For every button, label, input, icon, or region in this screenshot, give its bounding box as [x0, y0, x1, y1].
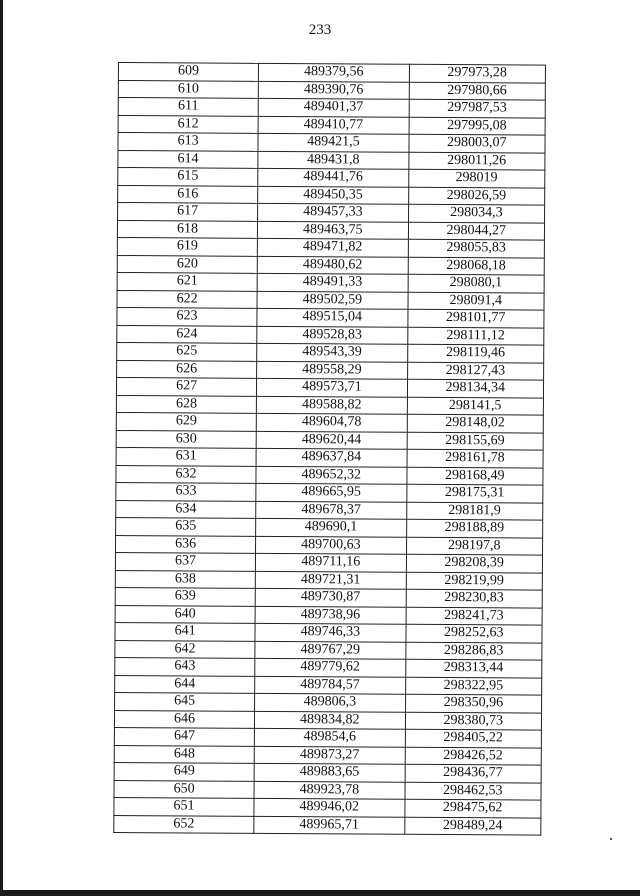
- x-coordinate-cell: 489604,78: [256, 413, 406, 431]
- table-row: [116, 535, 543, 555]
- x-coordinate-cell: 489463,75: [258, 221, 408, 239]
- x-coordinate-cell: 489923,78: [254, 781, 404, 799]
- x-coordinate-cell: 489502,59: [257, 291, 407, 309]
- point-number-cell: 627: [116, 377, 256, 395]
- point-number-cell: 622: [117, 290, 257, 308]
- point-number-cell: 609: [118, 63, 258, 81]
- x-coordinate-cell: 489637,84: [256, 448, 406, 466]
- y-coordinate-cell: 298161,78: [407, 449, 544, 467]
- y-coordinate-cell: 298091,4: [408, 292, 545, 310]
- x-coordinate-cell: 489678,37: [256, 501, 406, 519]
- y-coordinate-cell: 298436,77: [405, 764, 542, 782]
- x-coordinate-cell: 489834,82: [255, 711, 405, 729]
- y-coordinate-cell: 298475,62: [404, 799, 541, 817]
- y-coordinate-cell: 298168,49: [406, 467, 543, 485]
- point-number-cell: 642: [115, 640, 255, 658]
- y-coordinate-cell: 298101,77: [407, 309, 544, 327]
- table-row: [118, 63, 545, 83]
- point-number-cell: 652: [114, 815, 254, 833]
- table-row: [118, 185, 545, 205]
- x-coordinate-cell: 489620,44: [256, 431, 406, 449]
- point-number-cell: 636: [116, 535, 256, 553]
- y-coordinate-cell: 298322,95: [405, 677, 542, 695]
- point-number-cell: 632: [116, 465, 256, 483]
- x-coordinate-cell: 489471,82: [257, 238, 407, 256]
- y-coordinate-cell: 297973,28: [409, 64, 546, 82]
- point-number-cell: 618: [117, 220, 257, 238]
- x-coordinate-cell: 489711,16: [256, 553, 406, 571]
- y-coordinate-cell: 297987,53: [409, 99, 546, 117]
- point-number-cell: 629: [116, 412, 256, 430]
- point-number-cell: 612: [118, 115, 258, 133]
- table-row: [116, 377, 543, 397]
- y-coordinate-cell: 298252,63: [405, 624, 542, 642]
- point-number-cell: 623: [117, 307, 257, 325]
- table-row: [116, 412, 543, 432]
- y-coordinate-cell: 298148,02: [407, 414, 544, 432]
- point-number-cell: 637: [115, 552, 255, 570]
- x-coordinate-cell: 489379,56: [259, 63, 409, 81]
- y-coordinate-cell: 298208,39: [406, 554, 543, 572]
- y-coordinate-cell: 298044,27: [408, 222, 545, 240]
- table-row: [115, 657, 542, 677]
- table-row: [114, 710, 541, 730]
- table-row: [115, 640, 542, 660]
- x-coordinate-cell: 489746,33: [255, 623, 405, 641]
- point-number-cell: 648: [114, 745, 254, 763]
- x-coordinate-cell: 489450,35: [258, 186, 408, 204]
- y-coordinate-cell: 298003,07: [408, 134, 545, 152]
- table-row: [114, 815, 541, 835]
- y-coordinate-cell: 298134,34: [407, 379, 544, 397]
- x-coordinate-cell: 489690,1: [256, 518, 406, 536]
- x-coordinate-cell: 489854,6: [254, 728, 404, 746]
- table-row: [117, 342, 544, 362]
- table-row: [118, 133, 545, 153]
- table-row: [118, 203, 545, 223]
- x-coordinate-cell: 489588,82: [257, 396, 407, 414]
- table-row: [115, 622, 542, 642]
- x-coordinate-cell: 489873,27: [254, 746, 404, 764]
- point-number-cell: 646: [114, 710, 254, 728]
- table-row: [117, 272, 544, 292]
- x-coordinate-cell: 489652,32: [256, 466, 406, 484]
- table-row: [115, 587, 542, 607]
- x-coordinate-cell: 489767,29: [255, 641, 405, 659]
- point-number-cell: 625: [117, 342, 257, 360]
- x-coordinate-cell: 489480,62: [257, 256, 407, 274]
- table-row: [118, 80, 545, 100]
- y-coordinate-cell: 298080,1: [408, 274, 545, 292]
- coordinates-table-body: [114, 63, 546, 836]
- x-coordinate-cell: 489573,71: [257, 378, 407, 396]
- y-coordinate-cell: 298286,83: [405, 642, 542, 660]
- table-row: [118, 168, 545, 188]
- x-coordinate-cell: 489401,37: [258, 98, 408, 116]
- table-row: [114, 762, 541, 782]
- y-coordinate-cell: 298026,59: [408, 187, 545, 205]
- coordinates-table: [113, 62, 546, 836]
- point-number-cell: 621: [117, 272, 257, 290]
- y-coordinate-cell: 298119,46: [407, 344, 544, 362]
- table-row: [116, 395, 543, 415]
- point-number-cell: 615: [118, 168, 258, 186]
- point-number-cell: 619: [117, 237, 257, 255]
- point-number-cell: 647: [114, 727, 254, 745]
- x-coordinate-cell: 489965,71: [254, 816, 404, 834]
- point-number-cell: 630: [116, 430, 256, 448]
- y-coordinate-cell: 298241,73: [406, 607, 543, 625]
- point-number-cell: 631: [116, 447, 256, 465]
- y-coordinate-cell: 298068,18: [408, 257, 545, 275]
- point-number-cell: 610: [118, 80, 258, 98]
- point-number-cell: 635: [116, 517, 256, 535]
- point-number-cell: 633: [116, 482, 256, 500]
- point-number-cell: 624: [117, 325, 257, 343]
- point-number-cell: 617: [118, 203, 258, 221]
- point-number-cell: 645: [115, 692, 255, 710]
- point-number-cell: 620: [117, 255, 257, 273]
- point-number-cell: 651: [114, 797, 254, 815]
- table-row: [117, 237, 544, 257]
- x-coordinate-cell: 489457,33: [258, 203, 408, 221]
- x-coordinate-cell: 489410,77: [258, 116, 408, 134]
- x-coordinate-cell: 489491,33: [257, 273, 407, 291]
- y-coordinate-cell: 298127,43: [407, 362, 544, 380]
- y-coordinate-cell: 298405,22: [405, 729, 542, 747]
- point-number-cell: 643: [115, 657, 255, 675]
- y-coordinate-cell: 298181,9: [406, 502, 543, 520]
- table-row: [118, 150, 545, 170]
- y-coordinate-cell: 298188,89: [406, 519, 543, 537]
- table-row: [117, 307, 544, 327]
- table-row: [116, 482, 543, 502]
- table-row: [118, 115, 545, 135]
- point-number-cell: 650: [114, 780, 254, 798]
- x-coordinate-cell: 489946,02: [254, 798, 404, 816]
- y-coordinate-cell: 298230,83: [406, 589, 543, 607]
- y-coordinate-cell: 298111,12: [407, 327, 544, 345]
- scan-border-left: [0, 0, 3, 896]
- x-coordinate-cell: 489806,3: [255, 693, 405, 711]
- point-number-cell: 644: [115, 675, 255, 693]
- x-coordinate-cell: 489528,83: [257, 326, 407, 344]
- table-row: [114, 727, 541, 747]
- x-coordinate-cell: 489779,62: [255, 658, 405, 676]
- x-coordinate-cell: 489390,76: [258, 81, 408, 99]
- table-row: [116, 447, 543, 467]
- table-row: [116, 430, 543, 450]
- x-coordinate-cell: 489730,87: [255, 588, 405, 606]
- y-coordinate-cell: 298019: [408, 169, 545, 187]
- y-coordinate-cell: 298155,69: [407, 432, 544, 450]
- x-coordinate-cell: 489515,04: [257, 308, 407, 326]
- table-row: [115, 675, 542, 695]
- table-row: [115, 552, 542, 572]
- y-coordinate-cell: 298175,31: [406, 484, 543, 502]
- table-row: [117, 360, 544, 380]
- x-coordinate-cell: 489421,5: [258, 133, 408, 151]
- table-row: [117, 325, 544, 345]
- y-coordinate-cell: 298350,96: [405, 694, 542, 712]
- point-number-cell: 641: [115, 622, 255, 640]
- point-number-cell: 626: [117, 360, 257, 378]
- y-coordinate-cell: 298197,8: [406, 537, 543, 555]
- y-coordinate-cell: 298055,83: [408, 239, 545, 257]
- table-row: [114, 745, 541, 765]
- table-row: [116, 517, 543, 537]
- table-row: [114, 780, 541, 800]
- y-coordinate-cell: 298141,5: [407, 397, 544, 415]
- y-coordinate-cell: 298011,26: [408, 152, 545, 170]
- table-row: [115, 605, 542, 625]
- table-row: [115, 570, 542, 590]
- y-coordinate-cell: 298313,44: [405, 659, 542, 677]
- x-coordinate-cell: 489700,63: [256, 536, 406, 554]
- y-coordinate-cell: 297980,66: [409, 82, 546, 100]
- x-coordinate-cell: 489721,31: [255, 571, 405, 589]
- page-number: 233: [308, 22, 332, 38]
- table-row: [116, 500, 543, 520]
- point-number-cell: 639: [115, 587, 255, 605]
- point-number-cell: 614: [118, 150, 258, 168]
- y-coordinate-cell: 298489,24: [404, 817, 541, 835]
- point-number-cell: 640: [115, 605, 255, 623]
- table-row: [115, 692, 542, 712]
- y-coordinate-cell: 298034,3: [408, 204, 545, 222]
- table-row: [117, 255, 544, 275]
- y-coordinate-cell: 298380,73: [405, 712, 542, 730]
- point-number-cell: 649: [114, 762, 254, 780]
- x-coordinate-cell: 489441,76: [258, 168, 408, 186]
- table-row: [116, 465, 543, 485]
- y-coordinate-cell: 298426,52: [405, 747, 542, 765]
- point-number-cell: 613: [118, 133, 258, 151]
- point-number-cell: 634: [116, 500, 256, 518]
- point-number-cell: 611: [118, 98, 258, 116]
- point-number-cell: 616: [118, 185, 258, 203]
- x-coordinate-cell: 489558,29: [257, 361, 407, 379]
- scan-speck: [610, 838, 612, 840]
- x-coordinate-cell: 489431,8: [258, 151, 408, 169]
- x-coordinate-cell: 489738,96: [255, 606, 405, 624]
- scan-border-bottom: [0, 890, 640, 896]
- table-row: [117, 290, 544, 310]
- x-coordinate-cell: 489665,95: [256, 483, 406, 501]
- table-row: [117, 220, 544, 240]
- point-number-cell: 628: [116, 395, 256, 413]
- x-coordinate-cell: 489883,65: [254, 763, 404, 781]
- y-coordinate-cell: 298219,99: [406, 572, 543, 590]
- y-coordinate-cell: 297995,08: [409, 117, 546, 135]
- x-coordinate-cell: 489784,57: [255, 676, 405, 694]
- point-number-cell: 638: [115, 570, 255, 588]
- table-row: [114, 797, 541, 817]
- table-row: [118, 98, 545, 118]
- x-coordinate-cell: 489543,39: [257, 343, 407, 361]
- y-coordinate-cell: 298462,53: [405, 782, 542, 800]
